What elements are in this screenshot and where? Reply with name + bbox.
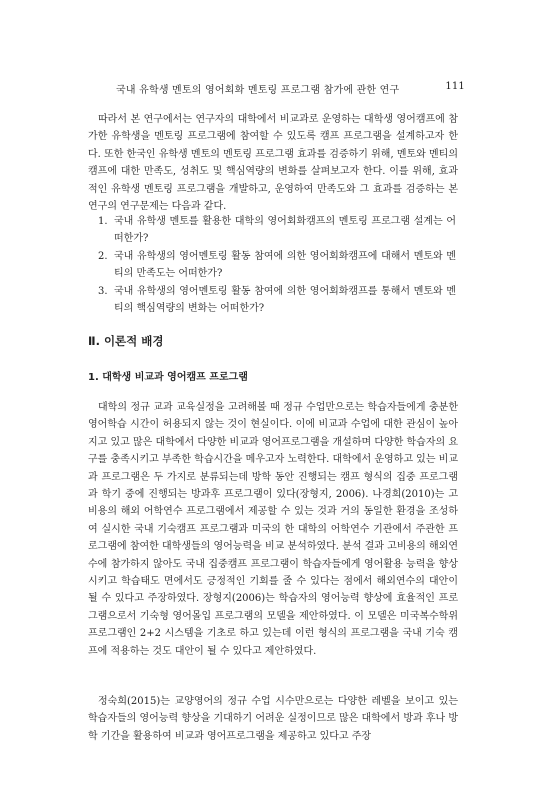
research-question-text: 국내 유학생 멘토를 활용한 대학의 영어회화캠프의 멘토링 프로그램 설계는 어떠한가? — [114, 216, 456, 245]
research-question-number: 3. — [98, 285, 108, 297]
page-number: 111 — [445, 81, 465, 92]
section-heading: Ⅱ. 이론적 배경 — [88, 334, 164, 348]
research-question — [98, 213, 456, 248]
research-question-number: 1. — [98, 216, 108, 227]
subsection-heading: 1. 대학생 비교과 영어캠프 프로그램 — [88, 372, 248, 383]
research-question-number: 2. — [98, 250, 108, 262]
intro-paragraph: 따라서 본 연구에서는 연구자의 대학에서 비교과로 운영하는 대학생 영어캠프에 참가한 유학생을 멘토링 프로그램에 참여할 수 있도록 캠프 프로그램을 설계하고자 한다. 또한 한국인 유학생 멘토의 멘토링 프로그램 효과를 검증하기 위해, 멘토와 멘티의 캠프에 대한 만족도, 성취도 및 핵심역량의 변화를 살펴보고자 한다. 이를 위해, 효과적인 유학생 멘토링 프로그램을 개발하고, 운영하여 만족도와 그 효과를 검증하는 본 연구의 연구문제는 다음과 같다. — [88, 114, 458, 213]
research-question-text: 국내 유학생의 영어멘토링 활동 참여에 의한 영어회화캠프를 통해서 멘토와 멘티의 핵심역량의 변화는 어떠한가? — [114, 285, 456, 315]
research-question-text: 국내 유학생의 영어멘토링 활동 참여에 의한 영어회화캠프에 대해서 멘토와 멘티의 만족도는 어떠한가? — [114, 250, 456, 280]
research-question — [98, 248, 456, 283]
research-questions-list — [98, 213, 456, 317]
running-header — [82, 81, 465, 97]
body-paragraph: 정숙희(2015)는 교양영어의 정규 수업 시수만으로는 다양한 레벨을 보이고 있는 학습자들의 영어능력 향상을 기대하기 어려운 실정이므로 많은 대학에서 방과 후나 방학 기간을 활용하여 비교과 영어프로그램을 제공하고 있다고 주장 — [88, 696, 458, 742]
research-question — [98, 283, 456, 318]
body-paragraph: 대학의 정규 교과 교육실정을 고려해볼 때 정규 수업만으로는 학습자들에게 충분한 영어학습 시간이 허용되지 않는 것이 현실이다. 이에 비교과 수업에 대한 관심이 높아지고 있고 많은 대학에서 다양한 비교과 영어프로그램을 개설하며 다양한 학습자의 요구를 충족시키고 부족한 학습시간을 메우고자 노력한다. 대학에서 운영하고 있는 비교과 프로그램은 두 가지로 분류되는데 방학 동안 진행되는 캠프 형식의 집중 프로그램과 학기 중에 진행되는 방과후 프로그램이 있다(장형지, 2006). 나경희(2010)는 고비용의 해외 어학연수 프로그램에서 제공할 수 있는 것과 거의 동일한 환경을 조성하여 실시한 국내 기숙캠프 프로그램과 미국의 한 대학의 어학연수 기관에서 주관한 프로그램에 참여한 대학생들의 영어능력을 비교 분석하였다. 분석 결과 고비용의 해외연수에 참가하지 않아도 국내 집중캠프 프로그램이 학습자들에게 영어활용 능력을 향상시키고 학습태도 면에서도 긍정적인 기회를 줄 수 있다는 점에서 해외연수의 대안이 될 수 있다고 주장하였다. 장형지(2006)는 학습자의 영어능력 향상에 효율적인 프로그램으로서 기숙형 영어몰입 프로그램의 모델을 제안하였다. 이 모델은 미국복수학위 프로그램인 2+2 시스템을 기초로 하고 있는데 이런 형식의 프로그램을 국내 기숙 캠프에 적용하는 것도 대안이 될 수 있다고 제안하였다. — [88, 402, 458, 657]
running-title: 국내 유학생 멘토의 영어회화 멘토링 프로그램 참가에 관한 연구 — [116, 85, 400, 96]
